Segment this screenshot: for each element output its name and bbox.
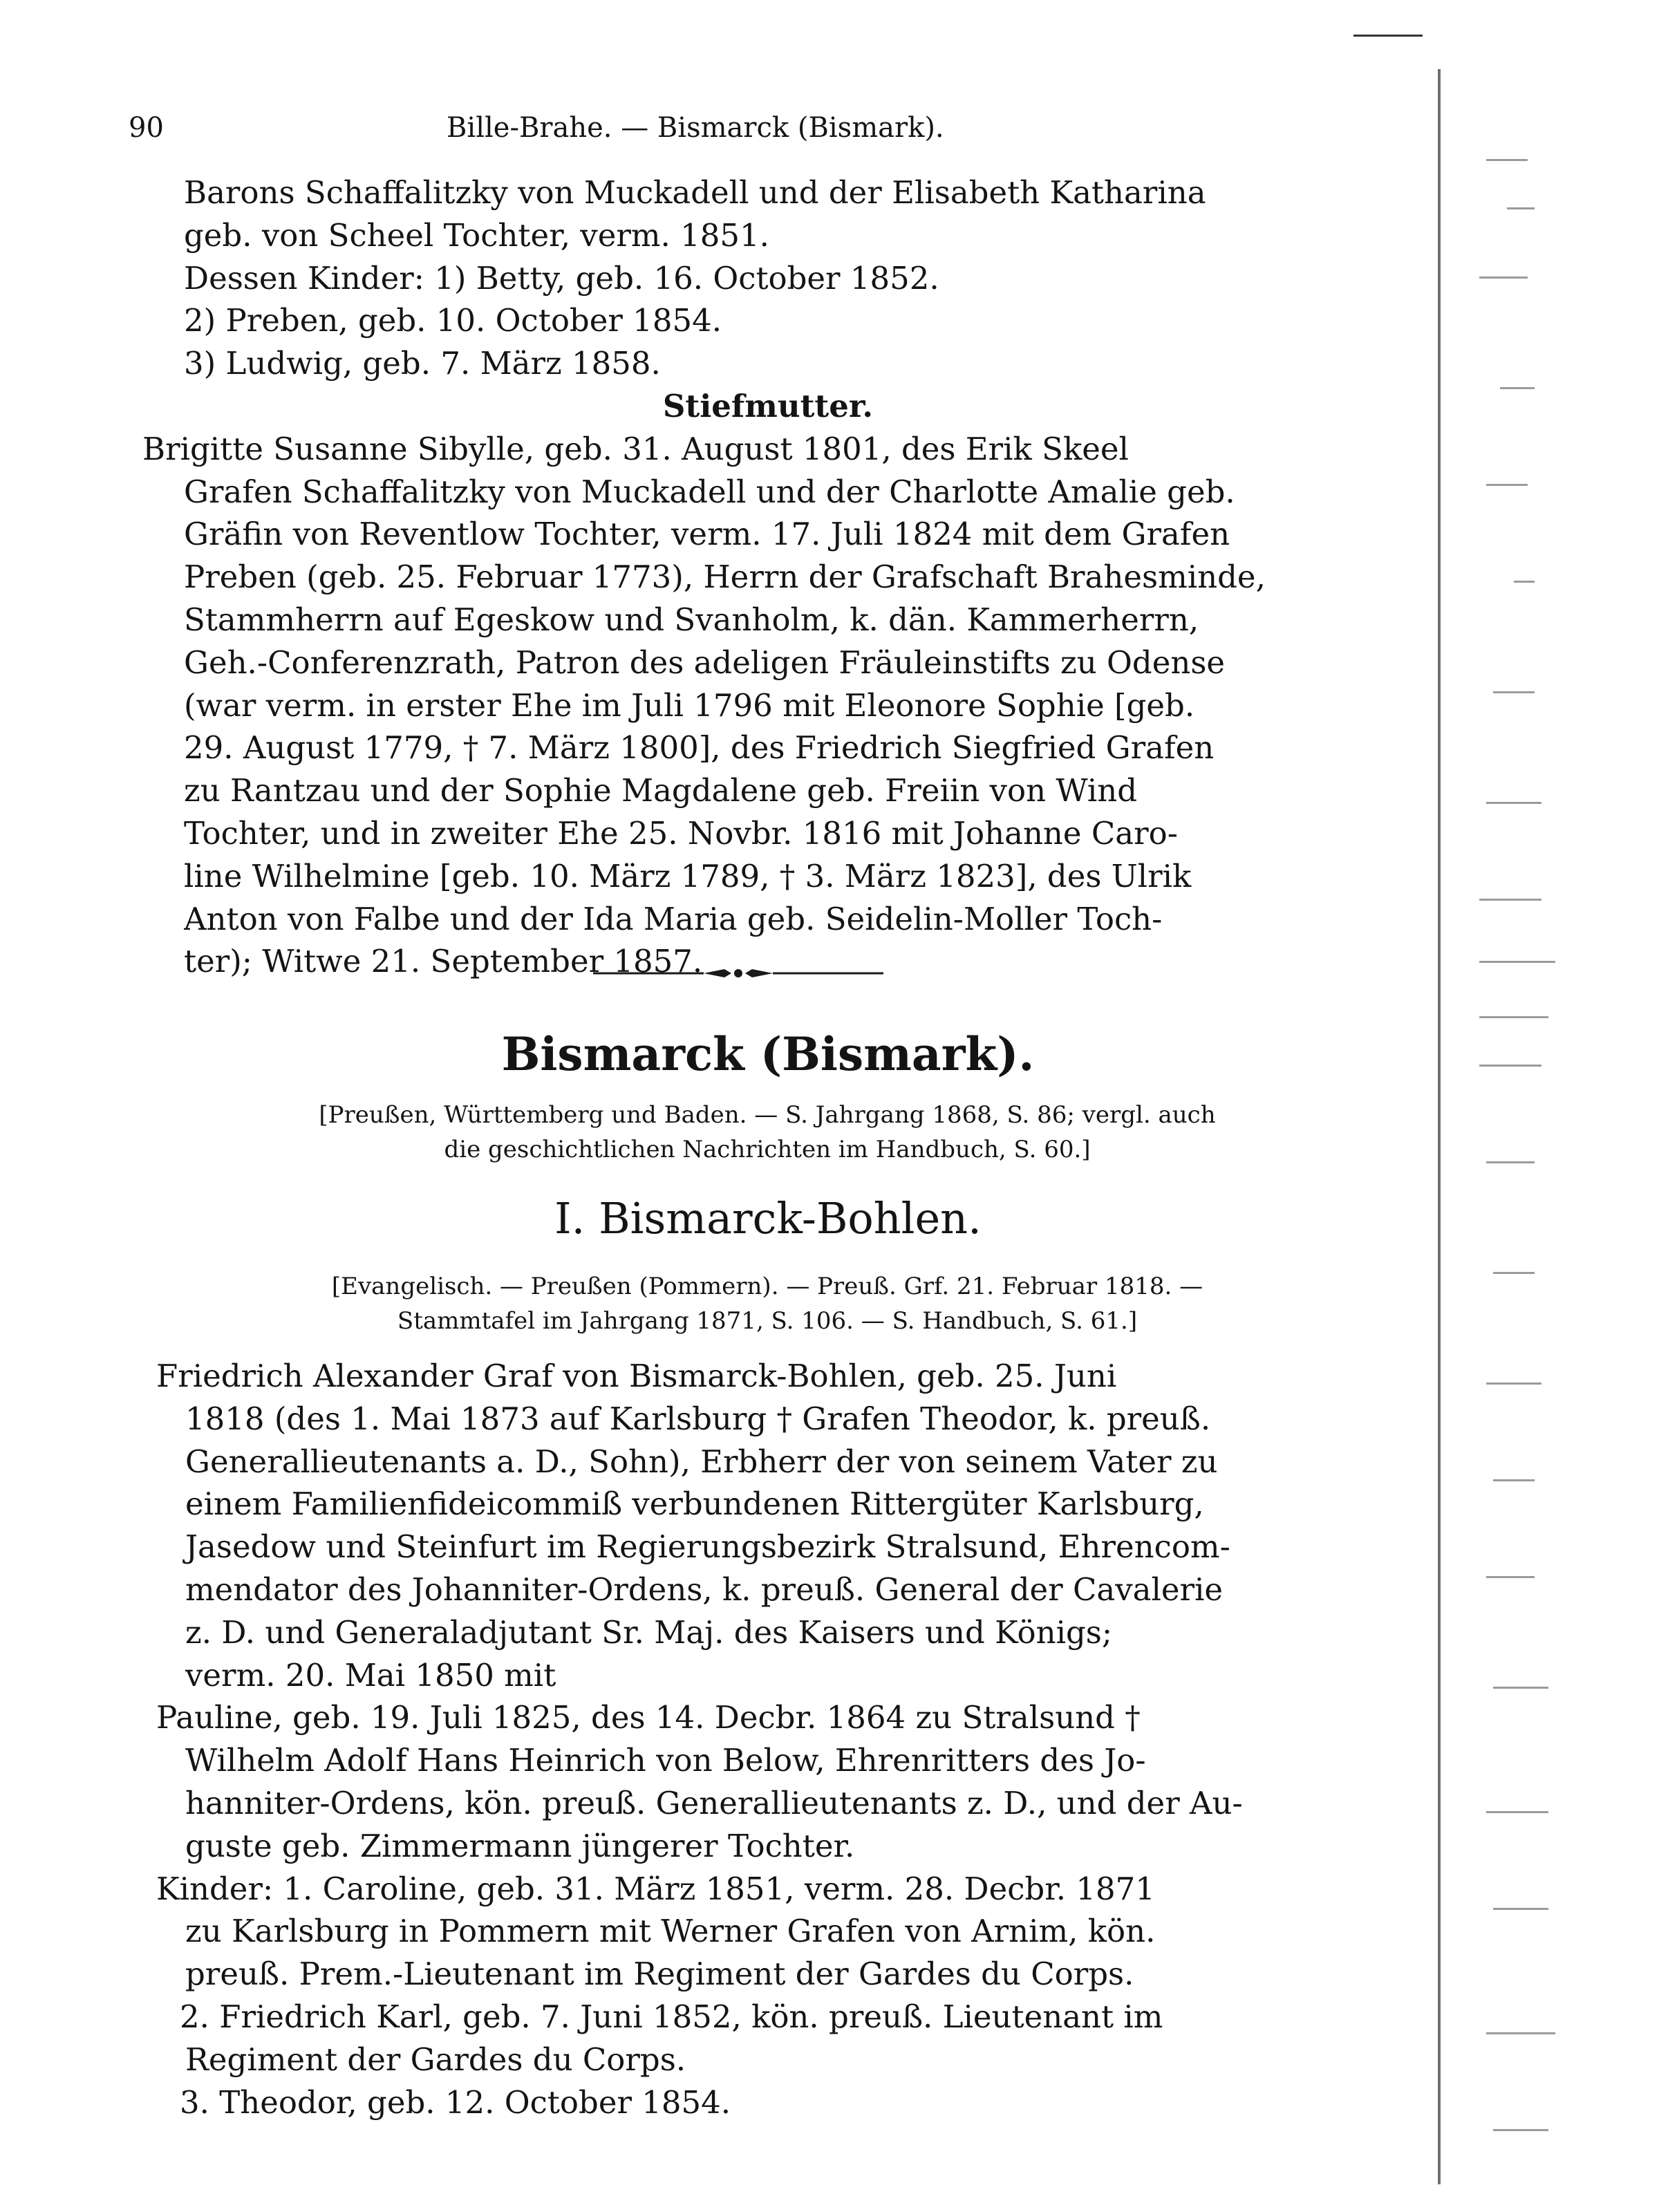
text-line: Grafen Schaffalitzky von Muckadell und der Charlotte Amalie geb. [184, 473, 1235, 510]
text-line: Tochter, und in zweiter Ehe 25. Novbr. 1816 mit Johanne Caro- [184, 814, 1178, 852]
text-line: Wilhelm Adolf Hans Heinrich von Below, Ehrenritters des Jo- [185, 1742, 1146, 1779]
subsection-note [152, 1269, 1382, 1338]
text-line: einem Familienfideicommiß verbundenen Rittergüter Karlsburg, [185, 1485, 1204, 1523]
text-line: zu Karlsburg in Pommern mit Werner Grafen von Arnim, kön. [185, 1913, 1156, 1950]
note-line: [Evangelisch. — Preußen (Pommern). — Preuß. Grf. 21. Februar 1818. — [331, 1273, 1203, 1300]
text-line: geb. von Scheel Tochter, verm. 1851. [184, 216, 769, 254]
text-line: 2) Preben, geb. 10. October 1854. [184, 302, 722, 339]
text-line: zu Rantzau und der Sophie Magdalene geb. Freiin von Wind [184, 772, 1138, 809]
text-line: 3) Ludwig, geb. 7. März 1858. [184, 345, 661, 382]
text-line: hanniter-Ordens, kön. preuß. Generallieutenants z. D., und der Au- [185, 1784, 1243, 1821]
text-line: Dessen Kinder: 1) Betty, geb. 16. October 1852. [184, 259, 939, 297]
text-line: Generallieutenants a. D., Sohn), Erbherr der von seinem Vater zu [185, 1443, 1218, 1480]
text-line: Brigitte Susanne Sibylle, geb. 31. August 1801, des Erik Skeel [142, 430, 1129, 467]
text-line: guste geb. Zimmermann jüngerer Tochter. [185, 1827, 855, 1864]
continuation-block [142, 171, 1352, 983]
note-line: die geschichtlichen Nachrichten im Handbuch, S. 60.] [444, 1136, 1091, 1163]
text-line: ter); Witwe 21. September 1857. [184, 943, 703, 980]
text-line: Preben (geb. 25. Februar 1773), Herrn der Grafschaft Brahesminde, [184, 559, 1266, 596]
text-line: 29. August 1779, † 7. März 1800], des Friedrich Siegfried Grafen [184, 729, 1215, 767]
text-line: (war verm. in erster Ehe im Juli 1796 mit Eleonore Sophie [geb. [184, 686, 1195, 724]
stepmother-heading: Stiefmutter. [662, 387, 874, 424]
text-line: Geh.-Conferenzrath, Patron des adeligen Fräuleinstifts zu Odense [184, 644, 1226, 681]
text-line: Gräfin von Reventlow Tochter, verm. 17. Juli 1824 mit dem Grafen [184, 516, 1230, 553]
section-note [152, 1098, 1382, 1167]
text-line: Anton von Falbe und der Ida Maria geb. Seidelin-Moller Toch- [184, 900, 1163, 937]
top-dash-mark [1353, 35, 1423, 37]
section-divider-ornament [593, 966, 883, 980]
page-number: 90 [129, 112, 164, 144]
text-line: Regiment der Gardes du Corps. [185, 2041, 686, 2078]
note-line: Stammtafel im Jahrgang 1871, S. 106. — S. Handbuch, S. 61.] [397, 1307, 1138, 1335]
text-line: 2. Friedrich Karl, geb. 7. Juni 1852, kön. preuß. Lieutenant im [180, 1998, 1163, 2035]
text-line: preuß. Prem.-Lieutenant im Regiment der Gardes du Corps. [185, 1956, 1134, 1993]
text-line: 3. Theodor, geb. 12. October 1854. [180, 2083, 731, 2121]
page-header [129, 104, 1359, 152]
friedrich-entry [156, 1355, 1359, 2124]
text-line: Friedrich Alexander Graf von Bismarck-Bohlen, geb. 25. Juni [156, 1358, 1117, 1394]
text-line: mendator des Johanniter-Ordens, k. preuß. General der Cavalerie [185, 1571, 1224, 1608]
text-line: Barons Schaffalitzky von Muckadell und der Elisabeth Katharina [184, 174, 1206, 211]
text-line: Pauline, geb. 19. Juli 1825, des 14. Decbr. 1864 zu Stralsund † [156, 1699, 1141, 1736]
text-line: Kinder: 1. Caroline, geb. 31. März 1851, verm. 28. Decbr. 1871 [156, 1870, 1155, 1907]
text-line: line Wilhelmine [geb. 10. März 1789, † 3. März 1823], des Ulrik [184, 857, 1192, 894]
text-line: verm. 20. Mai 1850 mit [185, 1656, 556, 1694]
note-line: [Preußen, Württemberg und Baden. — S. Jahrgang 1868, S. 86; vergl. auch [319, 1101, 1216, 1129]
section-title: Bismarck (Bismark). [501, 1027, 1035, 1081]
running-head: Bille-Brahe. — Bismarck (Bismark). [447, 112, 944, 144]
text-line: Stammherrn auf Egeskow und Svanholm, k. dän. Kammerherrn, [184, 601, 1199, 638]
bleed-through-marks [1465, 97, 1618, 2171]
subsection-title: I. Bismarck-Bohlen. [554, 1193, 982, 1244]
text-line: Jasedow und Steinfurt im Regierungsbezirk Stralsund, Ehrencom- [185, 1528, 1230, 1566]
text-line: 1818 (des 1. Mai 1873 auf Karlsburg † Grafen Theodor, k. preuß. [185, 1400, 1211, 1437]
binding-edge-line [1438, 69, 1441, 2184]
text-line: z. D. und Generaladjutant Sr. Maj. des Kaisers und Königs; [185, 1613, 1113, 1651]
